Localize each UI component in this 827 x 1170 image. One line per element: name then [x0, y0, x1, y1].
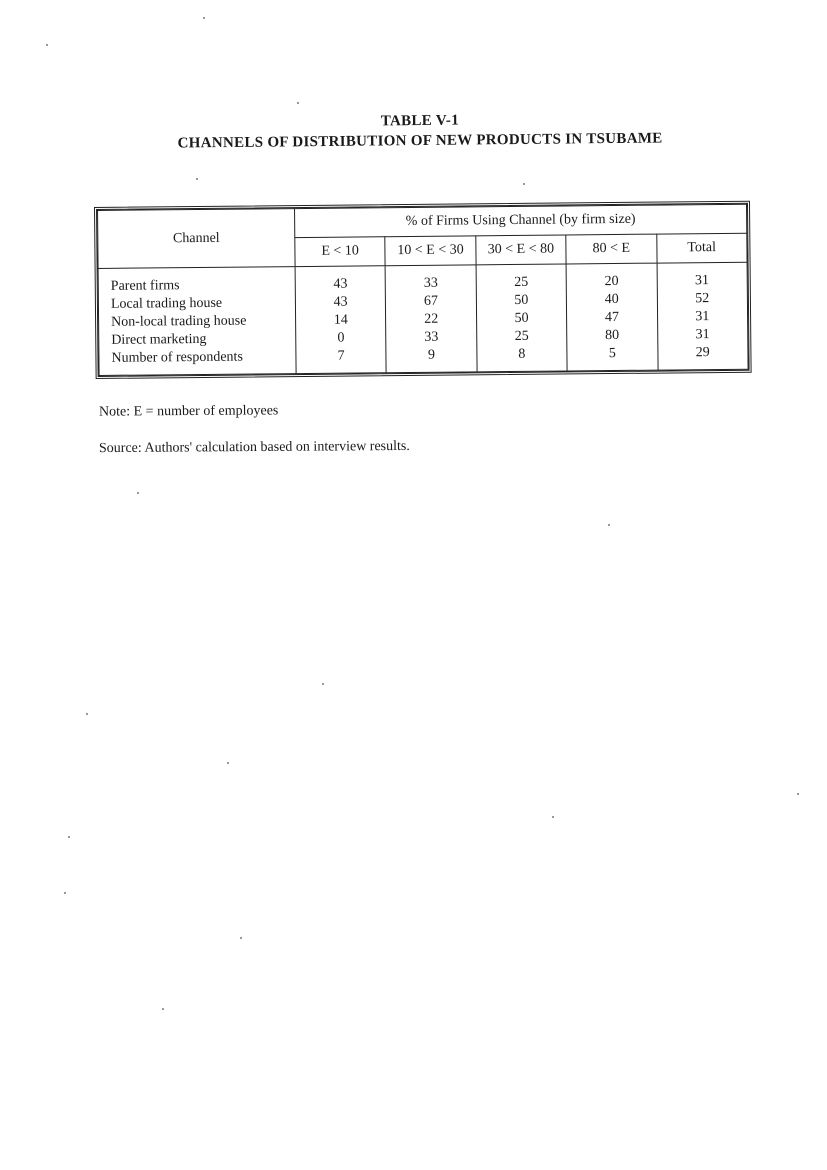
- column-values-cell: [295, 266, 386, 374]
- column-header: 80 < E: [566, 234, 657, 264]
- table-cell-value: 52: [695, 291, 710, 307]
- column-header: Total: [656, 233, 747, 263]
- scan-speck: [608, 524, 610, 526]
- row-label: Parent firms: [110, 278, 180, 294]
- table-cell-value: 29: [695, 345, 710, 361]
- table-cell-value: 31: [695, 327, 710, 343]
- row-label: Non-local trading house: [111, 313, 247, 330]
- data-table: [97, 204, 749, 376]
- table-cell-value: 47: [604, 309, 620, 326]
- scan-speck: [196, 178, 198, 180]
- scan-speck: [297, 102, 299, 104]
- scan-speck: [797, 793, 799, 795]
- column-values-cell: [657, 262, 748, 370]
- table-cell-value: 25: [514, 328, 529, 344]
- scan-speck: [162, 1008, 164, 1010]
- table-cell-value: 67: [423, 293, 439, 309]
- row-label: Local trading house: [110, 295, 223, 312]
- table-cell-value: 31: [695, 309, 710, 325]
- table-cell-value: 5: [608, 345, 616, 362]
- group-column-header: % of Firms Using Channel (by firm size): [295, 204, 747, 237]
- table-source: Source: Authors' calculation based on interview results.: [98, 438, 410, 457]
- table-cell-value: 50: [514, 310, 529, 326]
- scan-speck: [64, 892, 66, 894]
- table-cell-value: 33: [424, 329, 439, 345]
- distribution-table: [94, 201, 752, 379]
- table-cell-value: 14: [333, 312, 348, 328]
- table-cell-value: 40: [604, 291, 619, 308]
- table-cell-value: 0: [337, 330, 345, 346]
- table-cell-value: 33: [423, 275, 438, 291]
- table-title-block: [100, 108, 740, 155]
- table-cell-value: 43: [333, 294, 348, 310]
- table-cell-value: 31: [694, 273, 710, 289]
- scan-speck: [552, 816, 554, 818]
- table-note: Note: E = number of employees: [98, 403, 279, 420]
- row-labels-cell: [98, 267, 296, 376]
- table-title: CHANNELS OF DISTRIBUTION OF NEW PRODUCTS IN TSUBAME: [177, 130, 663, 152]
- column-values-cell: [566, 263, 657, 371]
- row-label: Direct marketing: [111, 331, 207, 348]
- table-cell-value: 25: [514, 274, 529, 290]
- column-values-cell: [476, 264, 567, 372]
- scan-speck: [227, 762, 229, 764]
- scan-speck: [203, 17, 205, 19]
- scan-speck: [86, 713, 88, 715]
- table-cell-value: 8: [518, 346, 526, 362]
- scan-speck: [137, 492, 139, 494]
- table-cell-value: 9: [427, 347, 436, 363]
- table-body-row: [98, 262, 748, 375]
- channel-column-header: Channel: [98, 209, 296, 269]
- table-cell-value: 50: [514, 292, 529, 308]
- table-cell-value: 22: [424, 311, 439, 327]
- scan-speck: [322, 683, 324, 685]
- table-number: TABLE V-1: [380, 112, 460, 130]
- scan-speck: [240, 937, 242, 939]
- scan-speck: [523, 183, 525, 185]
- column-header: E < 10: [295, 237, 386, 267]
- column-values-cell: [385, 265, 476, 373]
- scan-speck: [46, 44, 48, 46]
- column-header: 30 < E < 80: [476, 235, 567, 265]
- table-cell-value: 20: [604, 273, 619, 290]
- table-cell-value: 43: [333, 276, 348, 292]
- table-cell-value: 80: [605, 327, 620, 344]
- row-label: Number of respondents: [111, 349, 243, 366]
- column-header: 10 < E < 30: [385, 236, 476, 266]
- scan-speck: [68, 836, 70, 838]
- table-cell-value: 7: [337, 348, 345, 364]
